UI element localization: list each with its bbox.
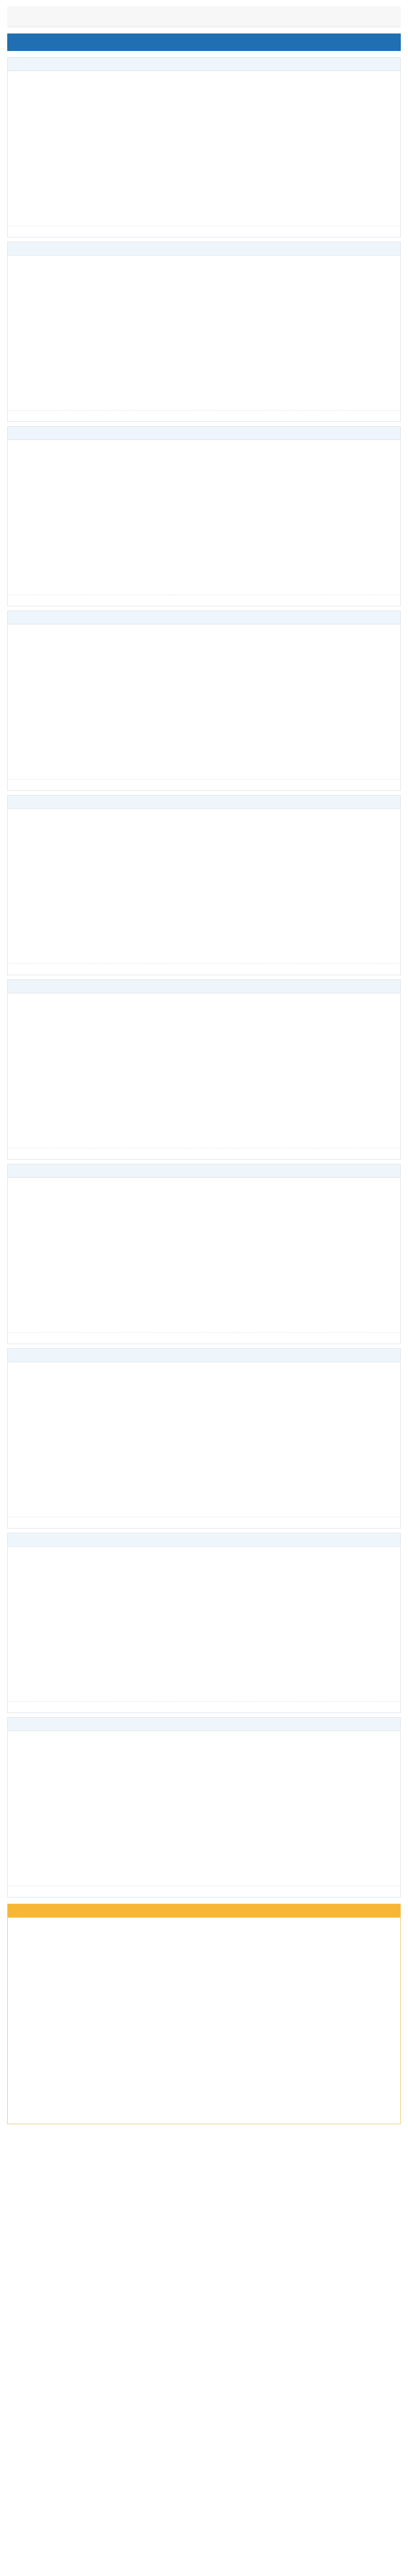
day-body — [8, 993, 400, 1148]
day-header — [8, 58, 400, 71]
day-header — [8, 795, 400, 809]
day-header — [8, 1533, 400, 1547]
day-block — [7, 1533, 401, 1713]
day-header — [8, 242, 400, 256]
fees-section-body — [8, 1918, 400, 2124]
day-header — [8, 1164, 400, 1178]
day-body — [8, 1547, 400, 1701]
day-block — [7, 426, 401, 606]
day-meta — [8, 963, 400, 975]
day-meta — [8, 410, 400, 421]
fees-section — [7, 1904, 401, 2124]
day-header — [8, 427, 400, 440]
day-body — [8, 256, 400, 410]
day-meta — [8, 1332, 400, 1344]
day-list — [7, 57, 401, 1897]
day-body — [8, 809, 400, 963]
day-block — [7, 979, 401, 1160]
day-body — [8, 71, 400, 226]
tour-title-bar — [7, 33, 401, 51]
day-meta — [8, 226, 400, 237]
day-header — [8, 1349, 400, 1362]
day-meta — [8, 1701, 400, 1713]
day-meta — [8, 595, 400, 606]
day-meta — [8, 1517, 400, 1528]
day-body — [8, 624, 400, 779]
page-banner — [7, 6, 401, 27]
day-body — [8, 1178, 400, 1332]
day-body — [8, 1731, 400, 1886]
day-body — [8, 440, 400, 595]
day-block — [7, 1348, 401, 1529]
day-meta — [8, 1886, 400, 1897]
day-meta — [8, 779, 400, 790]
day-header — [8, 980, 400, 993]
day-header — [8, 1718, 400, 1731]
day-block — [7, 1164, 401, 1344]
day-body — [8, 1362, 400, 1517]
day-header — [8, 611, 400, 624]
day-meta — [8, 1148, 400, 1159]
day-block — [7, 611, 401, 791]
fees-section-header — [8, 1904, 400, 1918]
day-block — [7, 57, 401, 238]
day-block — [7, 242, 401, 422]
day-block — [7, 1717, 401, 1897]
day-block — [7, 795, 401, 975]
